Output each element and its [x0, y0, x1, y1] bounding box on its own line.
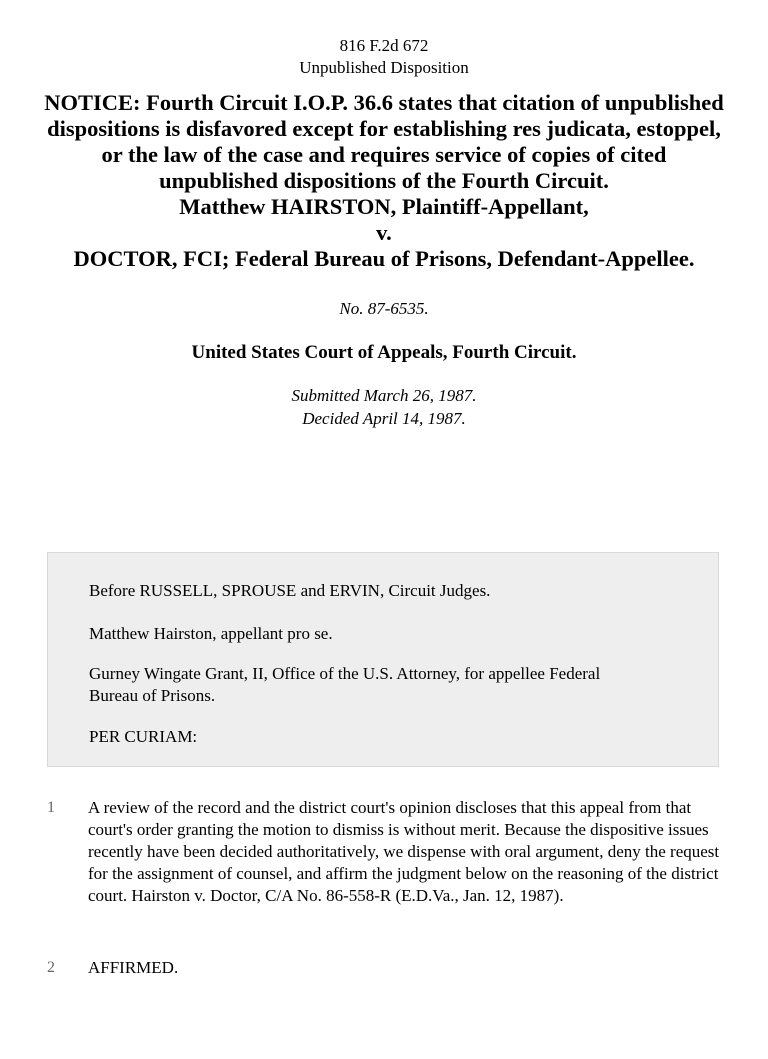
appellee-counsel: Gurney Wingate Grant, II, Office of the U.S. Attorney, for appellee Federal Bureau of Prisons. [89, 664, 601, 705]
case-title [40, 90, 728, 272]
paragraph-number: 1 [47, 799, 55, 816]
paragraph-number: 2 [47, 959, 55, 976]
notice-text: NOTICE: Fourth Circuit I.O.P. 36.6 states that citation of unpublished dispositions is disfavored except for establishing res judicata, estoppel, or the law of the case and requires service of copies of cited unpublished dispositions of the Fourth Circuit. [44, 90, 724, 193]
plaintiff-name: Matthew HAIRSTON, Plaintiff-Appellant, [179, 194, 589, 219]
paragraph-text: AFFIRMED. [88, 958, 179, 977]
disposition-label: Unpublished Disposition [299, 58, 469, 77]
counsel-box [47, 552, 719, 767]
decided-date: Decided April 14, 1987. [302, 409, 466, 428]
court-name: United States Court of Appeals, Fourth Circuit. [191, 342, 577, 363]
judges-line: Before RUSSELL, SPROUSE and ERVIN, Circuit Judges. [89, 581, 491, 600]
submitted-date: Submitted March 26, 1987. [291, 386, 477, 405]
case-dates [0, 384, 768, 430]
docket-number: No. 87-6535. [339, 299, 429, 318]
appellant-counsel: Matthew Hairston, appellant pro se. [89, 624, 333, 643]
per-curiam-label: PER CURIAM: [89, 727, 198, 746]
case-header [0, 35, 768, 79]
paragraph-text: A review of the record and the district court's opinion discloses that this appeal from that court's order granting the motion to dismiss is without merit. Because the dispositive issues recently have been decided authoritatively, we dispense with oral argument, deny the request for the assignment of counsel, and affirm the judgment below on the reasoning of the district court. Hairston v. Doctor, C/A No. 86-558-R (E.D.Va., Jan. 12, 1987). [88, 798, 720, 905]
case-citation: 816 F.2d 672 [339, 36, 429, 55]
versus-label: v. [376, 220, 392, 245]
defendant-name: DOCTOR, FCI; Federal Bureau of Prisons, Defendant-Appellee. [73, 246, 695, 271]
